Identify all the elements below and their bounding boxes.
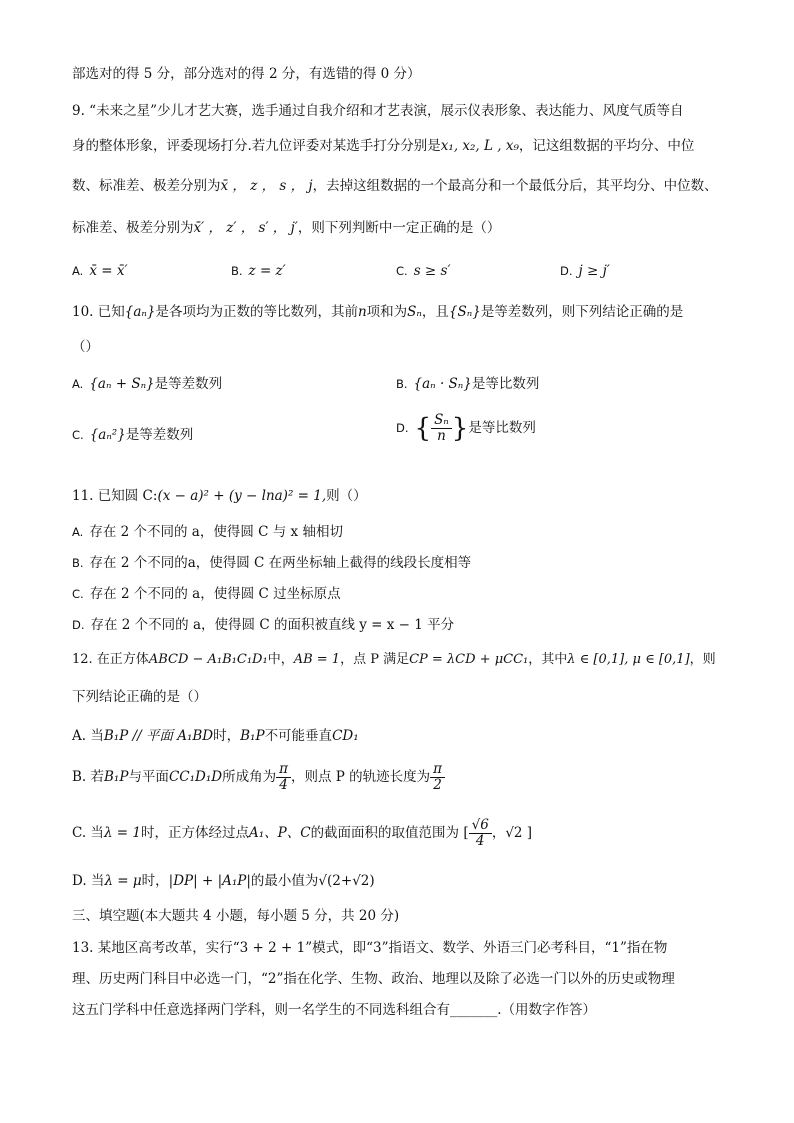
q12-text: ，其中 [528,652,568,667]
option-text: 不可能垂直 [264,728,333,744]
q11-text: 则（） [326,488,367,504]
option-math: λ = 1 [103,825,141,841]
q13-line-2: 理、历史两门科目中必选一门，“2”指在化学、生物、政治、地理以及除了必选一门以外的历史或物理 [72,971,675,987]
q10-math: {aₙ} [124,304,156,320]
fraction-numerator: Sₙ [431,413,452,429]
option-math: {aₙ²} [89,427,126,443]
q9-scores-math: x₁, x₂, L , x₉ [440,138,519,154]
option-text: ，则点 P 的轨迹长度为 [290,769,431,785]
q9-text: ，则下列判断中一定正确的是（） [297,220,501,236]
option-text: 存在 2 个不同的a，使得圆 C 在两坐标轴上截得的线段长度相等 [89,555,472,571]
left-brace-icon: { [414,413,432,444]
option-label: D. [72,618,85,632]
q9-line-4 [72,218,500,238]
q9-stats-math: x̄ ， z ， s ， j [220,178,313,194]
q10-option-c[interactable] [72,425,193,445]
q10-text: 是等差数列，则下列结论正确的是 [480,304,684,320]
option-text: 存在 2 个不同的 a，使得圆 C 的面积被直线 y = x − 1 平分 [90,617,455,633]
option-text: ，√2 ] [491,825,533,841]
q9-new-stats-math: x̄′ ， z′ ， s′ ， j′ [193,220,298,236]
q10-option-b[interactable] [396,374,539,394]
option-text: 时， [141,873,169,889]
fraction-denominator: 4 [279,777,288,793]
q13-line-3: 这五门学科中任意选择两门学科，则一名学生的不同选科组合有_______.（用数字作答） [72,1002,597,1018]
q12-text: 中， [267,652,294,667]
scoring-note: 部选对的得 5 分，部分选对的得 2 分，有选错的得 0 分） [72,66,421,82]
option-math: x̄ = x̄′ [89,263,128,279]
option-math: B₁P [240,728,265,744]
option-text: 是等差数列 [125,427,194,443]
option-math: s ≥ s′ [413,263,451,279]
q10-text: 项和为 [366,304,408,320]
q10-line-1 [72,302,683,322]
option-math: z = z′ [248,263,286,279]
option-text: A. 当 [72,728,104,744]
option-math: CD₁ [332,728,359,744]
q9-option-c[interactable] [396,261,451,281]
q11-circle-equation: (x − a)² + (y − lna)² = 1, [157,488,327,504]
q12-line-1 [72,650,716,670]
fraction-denominator: 4 [475,833,485,849]
option-math: λ = μ [104,873,142,889]
option-text: B. 若 [72,769,105,785]
q12-vector-math: CP = λCD + μCC₁ [409,652,529,667]
option-text: 是等比数列 [468,420,536,436]
q10-math: n [357,304,367,320]
q9-text: 身的整体形象，评委现场打分.若九位评委对某选手打分分别是 [72,138,441,154]
option-math: j ≥ j′ [578,263,610,279]
length-fraction [430,762,445,793]
range-fraction [469,818,492,849]
q12-math: ABCD − A₁B₁C₁D₁ [148,652,268,667]
option-label: D. [396,421,409,435]
q10-math: Sₙ [407,304,422,320]
option-text: C. 当 [72,825,104,841]
q12-text: ，点 P 满足 [340,652,410,667]
q11-option-d[interactable] [72,615,454,635]
q12-text: ，则 [689,652,716,667]
option-math: {aₙ · Sₙ} [413,376,472,392]
angle-fraction [276,762,291,793]
q12-option-d[interactable] [72,871,375,891]
q9-option-d[interactable] [560,261,610,281]
option-math: {aₙ + Sₙ} [89,376,155,392]
q12-text: 12. 在正方体 [72,652,149,667]
option-label: A. [72,377,84,391]
fraction-numerator: π [430,762,445,778]
q10-math: {Sₙ} [448,304,481,320]
option-vector-math: |DP| + |A₁P| [168,873,251,889]
q9-line-1: 9. “未来之星”少儿才艺大赛，选手通过自我介绍和才艺表演，展示仪表形象、表达能力、风度气质等自 [72,103,684,119]
option-label: D. [560,264,573,278]
q10-line-2: （） [72,339,99,355]
fraction-denominator: n [437,428,446,444]
q11-text: 11. 已知圆 C: [72,488,158,504]
option-text: 时，正方体经过点 [140,825,249,841]
option-text: 所成角为 [222,769,277,785]
q11-option-b[interactable] [72,553,471,573]
q9-text: 数、标准差、极差分别为 [72,178,221,194]
option-math: A₁、P、C [248,825,311,841]
fraction-denominator: 2 [433,777,442,793]
option-label: B. [72,556,84,570]
q9-option-a[interactable] [72,261,128,281]
option-label: B. [231,264,243,278]
q10-option-d[interactable] [396,413,536,444]
q10-option-a[interactable] [72,374,222,394]
option-math: CC₁D₁D [168,769,223,785]
q12-option-c[interactable] [72,818,532,849]
q12-math: λ ∈ [0,1], μ ∈ [0,1] [567,652,690,667]
q9-text: ，去掉这组数据的一个最高分和一个最低分后，其平均分、中位数、 [312,178,718,194]
right-brace-icon: } [451,413,469,444]
q12-option-b[interactable] [72,762,445,793]
q12-option-a[interactable] [72,726,359,746]
option-math: B₁P [104,769,129,785]
q11-option-a[interactable] [72,522,343,542]
option-label: C. [72,587,84,601]
option-label: A. [72,525,84,539]
q10-text: ，且 [421,304,449,320]
option-label: C. [396,264,408,278]
option-text: 的最小值为 [250,873,319,889]
q9-option-b[interactable] [231,261,286,281]
option-text: 是等比数列 [471,376,540,392]
option-math: B₁P // 平面 A₁BD [103,728,214,744]
q10-text: 10. 已知 [72,304,125,320]
option-label: A. [72,264,84,278]
option-text: 存在 2 个不同的 a，使得圆 C 与 x 轴相切 [89,524,343,540]
q11-stem [72,486,367,506]
fraction-numerator: π [276,762,291,778]
option-math: √(2+√2) [318,873,375,889]
option-text: 时， [213,728,241,744]
q11-option-c[interactable] [72,584,341,604]
option-text: 的截面面积的取值范围为 [ [310,825,469,841]
q12-math: AB = 1 [293,652,341,667]
q9-line-3 [72,176,718,196]
q9-line-2 [72,136,694,156]
option-text: 是等差数列 [154,376,223,392]
q10-text: 是各项均为正数的等比数列，其前 [155,304,358,320]
q9-text: ，记这组数据的平均分、中位 [518,138,695,154]
option-label: B. [396,377,408,391]
option-fraction [431,413,452,444]
fraction-numerator: √6 [469,818,492,834]
option-text: 存在 2 个不同的 a，使得圆 C 过坐标原点 [89,586,341,602]
q12-line-2: 下列结论正确的是（） [72,689,207,705]
option-label: C. [72,428,84,442]
q9-text: 标准差、极差分别为 [72,220,194,236]
section-heading-fill-in: 三、填空题(本大题共 4 小题，每小题 5 分，共 20 分) [72,908,400,924]
option-text: D. 当 [72,873,105,889]
q13-line-1: 13. 某地区高考改革，实行“3 + 2 + 1”模式，即“3”指语文、数学、外语三门必考科目，“1”指在物 [72,940,668,956]
option-text: 与平面 [128,769,169,785]
